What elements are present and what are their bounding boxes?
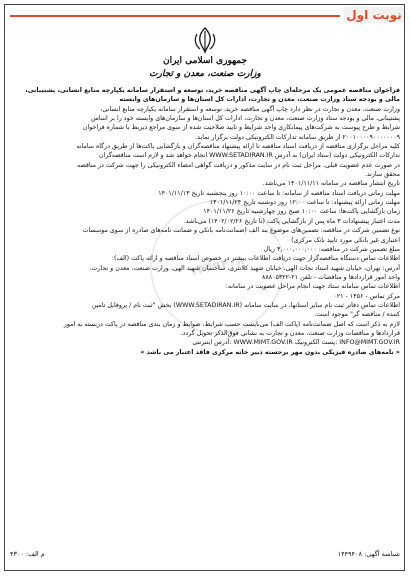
body-line: مدت اعتبار پیشنهادات ۳ ماه پس از بازگشایی پاکت (تا تاریخ ۱۴۰۲/۰۲/۲۶) می‌باشد.	[183, 217, 400, 225]
body-line: نوع تضمین شرکت در مناقصه: تضمین‌های موضوع بند الف (ضمانت‌نامه بانکی و ضمانت نامه‌های صادره از سوی موسسات	[82, 227, 400, 235]
notice-body	[10, 86, 400, 357]
body-line: آدرس: تهران، خیابان شهید استاد نجات الهی، خیابان شهید کلانتری، ساختمان شهید الهی، وزارت صنعت، معدن و تجارت،	[89, 264, 400, 272]
body-line: پشتیبانی، مالی و بودجه ستاد وزارت صنعت، معدن و تجارت، ادارات کل استان‌ها و سازمان‌های وابسته خود را بر اساس	[91, 115, 400, 123]
header-band	[4, 4, 410, 22]
government-title: جمهوری اسلامی ایران	[162, 56, 248, 66]
body-line: اعتباری غیر بانکی مورد تایید بانک مرکزی)	[291, 236, 400, 244]
stage-badge: نوبت اول	[344, 7, 404, 23]
body-line: مهلت زمانی ارائه پیشنهاد: تا ساعت ۱۲:۰۰ روز دوشنبه تاریخ ۱۴۰۱/۱۱/۲۴	[209, 199, 400, 207]
body-line: تدارکات الکترونیکی دولت (ستاد ایران) به آدرس WWW.SETADIRAN.IR انجام خواهد شد و لازم است مناقصه‌گران	[98, 152, 400, 160]
body-line: وزارت صنعت، معدن و تجارت در نظر دارد چاپ آگهی مناقصه خرید، توسعه و استقرار سامانه یکپارچه منابع انسانی،	[100, 105, 400, 113]
body-line: مهلت زمانی دریافت اسناد مناقصه از سامانه: تا ساعت ۱۰:۰۰ روز پنجشنبه تاریخ ۱۴۰۱/۱۱/۱۳	[158, 189, 400, 197]
body-line: کلیه مراحل برگزاری مناقصه از دریافت اسناد مناقصه تا ارائه پیشنهاد مناقصه‌گران و بازگشایی پاکت‌ها از طریق درگاه سامانه	[76, 143, 400, 151]
body-line: اطلاعات تماس دستگاه مناقصه‌گزار جهت دریافت اطلاعات بیشتر در خصوص اسناد مناقصه و ارائه پاکت (الف):	[111, 255, 400, 263]
watermark-seal: ۱۴۴۹۴۰۸	[138, 188, 297, 347]
ministry-title: وزارت صنعت، معدن و تجارت	[149, 69, 261, 79]
body-line: کننده / مناقصه گر" موجود است.	[314, 311, 400, 319]
mal-code: م الف: ۴۳۰۰	[10, 550, 45, 558]
body-line: INFO@MIMT.GOV.IR :پست الکترونیک WWW.MIMT.GOV.IR :آدرس اینترنتی	[192, 339, 400, 347]
body-line: ۲۰۰۱۰۰۰۰۹۰۰۰۰۰۰۰۹ از طریق سامانه تدارکات الکترونیکی دولت برگزار نماید.	[195, 133, 400, 141]
body-line: محقق سازند.	[364, 171, 400, 179]
body-line: مرکز تماس - ۱۴۵۶ - ۰۲۱	[333, 292, 400, 300]
body-line: فراخوان مناقصه عمومی یک مرحله‌ای چاپ آگهی مناقصه خرید، توسعه و استقرار سامانه یکپارچه منابع انسانی، پشتیبانی،	[25, 87, 400, 94]
notice-id: شناسه آگهی: ۱۴۴۹۴۰۸	[337, 550, 400, 558]
body-line: اطلاعات تماس دفاتر ثبت نام سایر استانها، در سایت سامانه (WWW.SETADIRAN.IR) بخش "ثبت نام / پروفایل تامین	[91, 301, 400, 309]
header-rule	[10, 15, 340, 17]
body-line: واحد امور قراردادها و مناقصات - تلفن ۲۱-۸۸۸۰۵۳۲۲	[261, 273, 400, 281]
body-line: شرایط و طرح پیوست به شرکت‌های پیمانکاری واجد شرایط و تایید صلاحیت شده از سوی مراجع ذیربط با شماره فراخوان	[82, 124, 400, 132]
body-line: مبلغ تضمین شرکت در مناقصه: ۳,۰۰۰,۰۰۰,۰۰۰ ریال	[263, 245, 400, 253]
notice-footer	[10, 548, 400, 560]
body-line: در صورت عدم عضویت قبلی، مراحل ثبت نام در سایت مذکور و دریافت گواهی امضاء الکترونیکی را جهت شرکت در مناقصه	[76, 161, 400, 169]
body-line: اطلاعات تماس سامانه ستاد جهت انجام مراحل عضویت در سامانه:	[225, 283, 400, 291]
body-line: « نامه‌های صادره فیزیکی بدون مهر برجسته دبیر خانه مرکزی فاقد اعتبار می باشد »	[140, 348, 400, 356]
body-line: تاریخ انتشار مناقصه در سامانه ۱۴۰۱/۱۱/۱۱ می‌باشد.	[262, 180, 400, 188]
body-line: لازم به ذکر است که اصل ضمانت‌نامه (پاکت الف) می‌بایست حسب شرایط، ضوابط و زمان بندی مناقصه در پاکت دربسته به امور	[63, 320, 400, 328]
body-line: قراردادها و مناقصات وزارت صنعت، معدن و تجارت به نشانی فوق‌الذکر تحویل گردد.	[180, 329, 400, 337]
body-line: مالی و بودجه ستاد وزارت صنعت، معدن و تجارت، ادارات کل استان‌ها و سازمان‌های وابسته	[119, 96, 400, 104]
body-line: زمان بازگشایی پاکت‌ها: ساعت ۱۰:۰۰ صبح روز چهارشنبه تاریخ ۱۴۰۱/۱۱/۲۶	[203, 208, 400, 216]
iran-emblem-icon	[191, 26, 219, 54]
